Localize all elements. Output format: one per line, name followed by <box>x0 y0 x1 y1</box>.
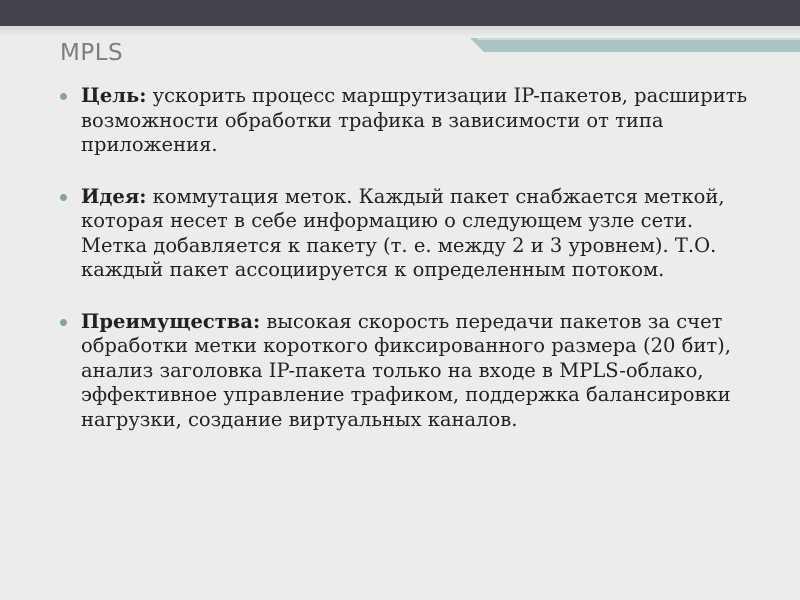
bullet-text: коммутация меток. Каждый пакет снабжается меткой, которая несет в себе информацию о следующем узле сети. Метка добавляется к пакету (т. е. между 2 и 3 уровнем). Т.О. каждый пакет ассоциируется к определенным потоком. <box>81 184 725 281</box>
bullet-item-goal <box>60 84 760 158</box>
accent-strip <box>470 38 800 52</box>
bullet-text: высокая скорость передачи пакетов за счет обработки метки короткого фиксированного размера (20 бит), анализ заголовка IP-пакета только на входе в MPLS-облако, эффективное управление трафиком, поддержка балансировки нагрузки, создание виртуальных каналов. <box>81 309 731 431</box>
bullet-list <box>60 84 760 459</box>
slide-title: MPLS <box>60 40 124 66</box>
bullet-item-advantages <box>60 310 760 433</box>
top-decorative-band <box>0 0 800 26</box>
bullet-dot-icon <box>60 319 67 326</box>
bullet-label: Цель: <box>81 84 147 107</box>
bullet-label: Идея: <box>81 184 147 208</box>
top-decorative-light-band <box>0 26 800 38</box>
bullet-text: ускорить процесс маршрутизации IP-пакетов, расширить возможности обработки трафика в зависимости от типа приложения. <box>81 84 748 156</box>
bullet-item-idea <box>60 185 760 283</box>
bullet-dot-icon <box>60 93 67 100</box>
bullet-label: Преимущества: <box>81 309 261 333</box>
bullet-dot-icon <box>60 194 67 201</box>
